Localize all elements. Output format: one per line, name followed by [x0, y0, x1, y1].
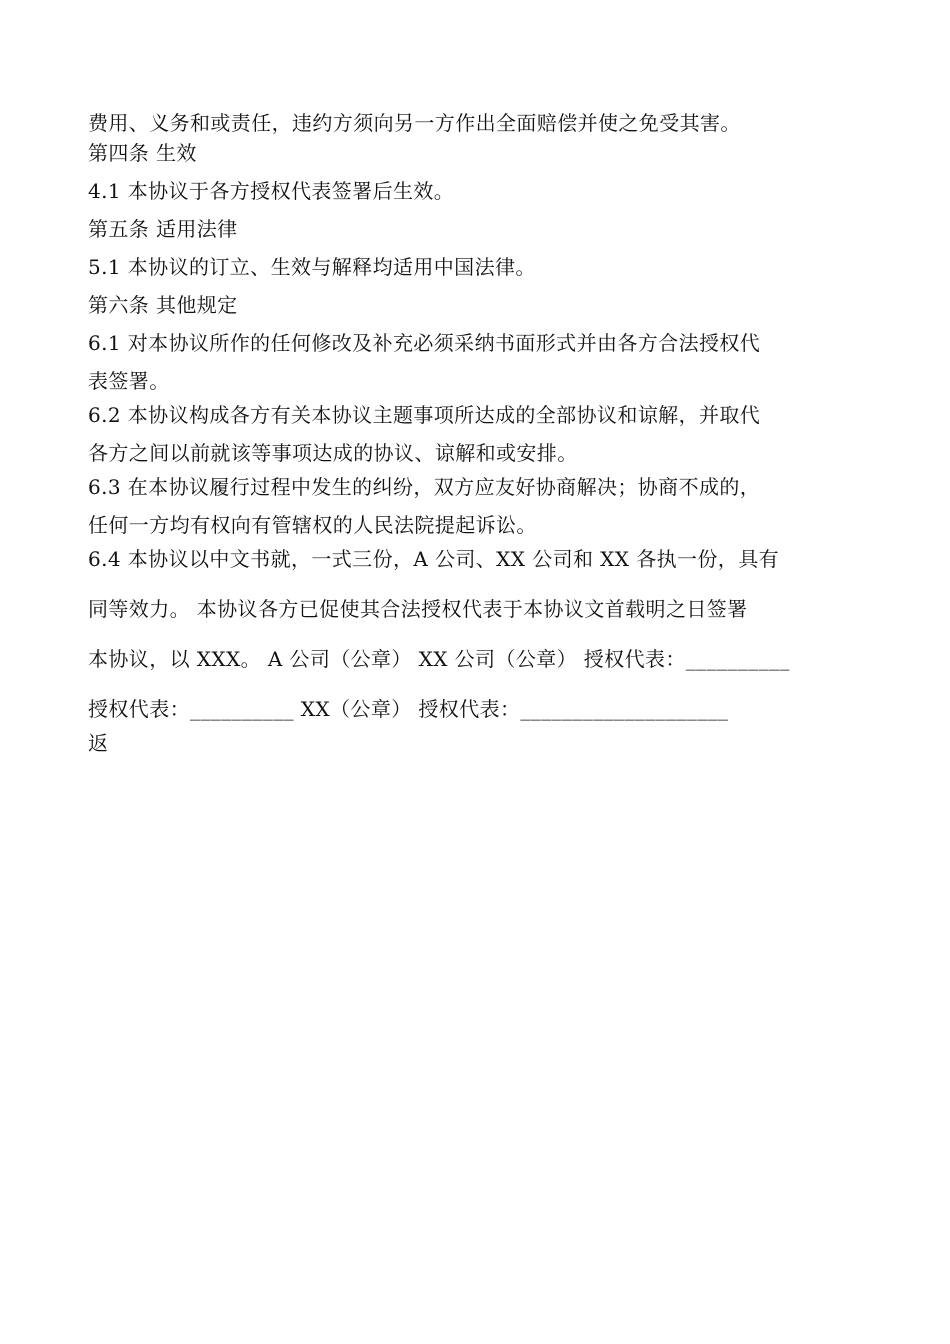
- section-heading-5: 第五条 适用法律: [88, 217, 238, 241]
- clause-6-2: 6.2 本协议构成各方有关本协议主题事项所达成的全部协议和谅解，并取代: [88, 403, 761, 427]
- section-heading-4: 第四条 生效: [88, 141, 197, 165]
- clause-6-4: 6.4 本协议以中文书就，一式三份，A 公司、XX 公司和 XX 各执一份，具有: [88, 547, 779, 571]
- clause-5-1: 5.1 本协议的订立、生效与解释均适用中国法律。: [88, 255, 536, 279]
- text-fragment: 返: [88, 731, 109, 755]
- text-line: 费用、义务和或责任，违约方须向另一方作出全面赔偿并使之免受其害。: [88, 111, 741, 135]
- clause-6-1: 6.1 对本协议所作的任何修改及补充必须采纳书面形式并由各方合法授权代: [88, 331, 761, 355]
- clause-6-4-cont: 同等效力。 本协议各方已促使其合法授权代表于本协议文首载明之日签署: [88, 597, 748, 621]
- clause-6-3: 6.3 在本协议履行过程中发生的纠纷，双方应友好协商解决；协商不成的，: [88, 475, 761, 499]
- clause-6-2-cont: 各方之间以前就该等事项达成的协议、谅解和或安排。: [88, 441, 578, 465]
- signature-line-1: 本协议，以 XXX。 A 公司（公章） XX 公司（公章） 授权代表：__________: [88, 647, 790, 671]
- signature-line-2: 授权代表：__________ XX（公章） 授权代表：____________________: [88, 697, 729, 721]
- clause-4-1: 4.1 本协议于各方授权代表签署后生效。: [88, 179, 455, 203]
- section-heading-6: 第六条 其他规定: [88, 293, 238, 317]
- document-page: [88, 108, 868, 758]
- clause-6-3-cont: 任何一方均有权向有管辖权的人民法院提起诉讼。: [88, 513, 537, 537]
- clause-6-1-cont: 表签署。: [88, 369, 170, 393]
